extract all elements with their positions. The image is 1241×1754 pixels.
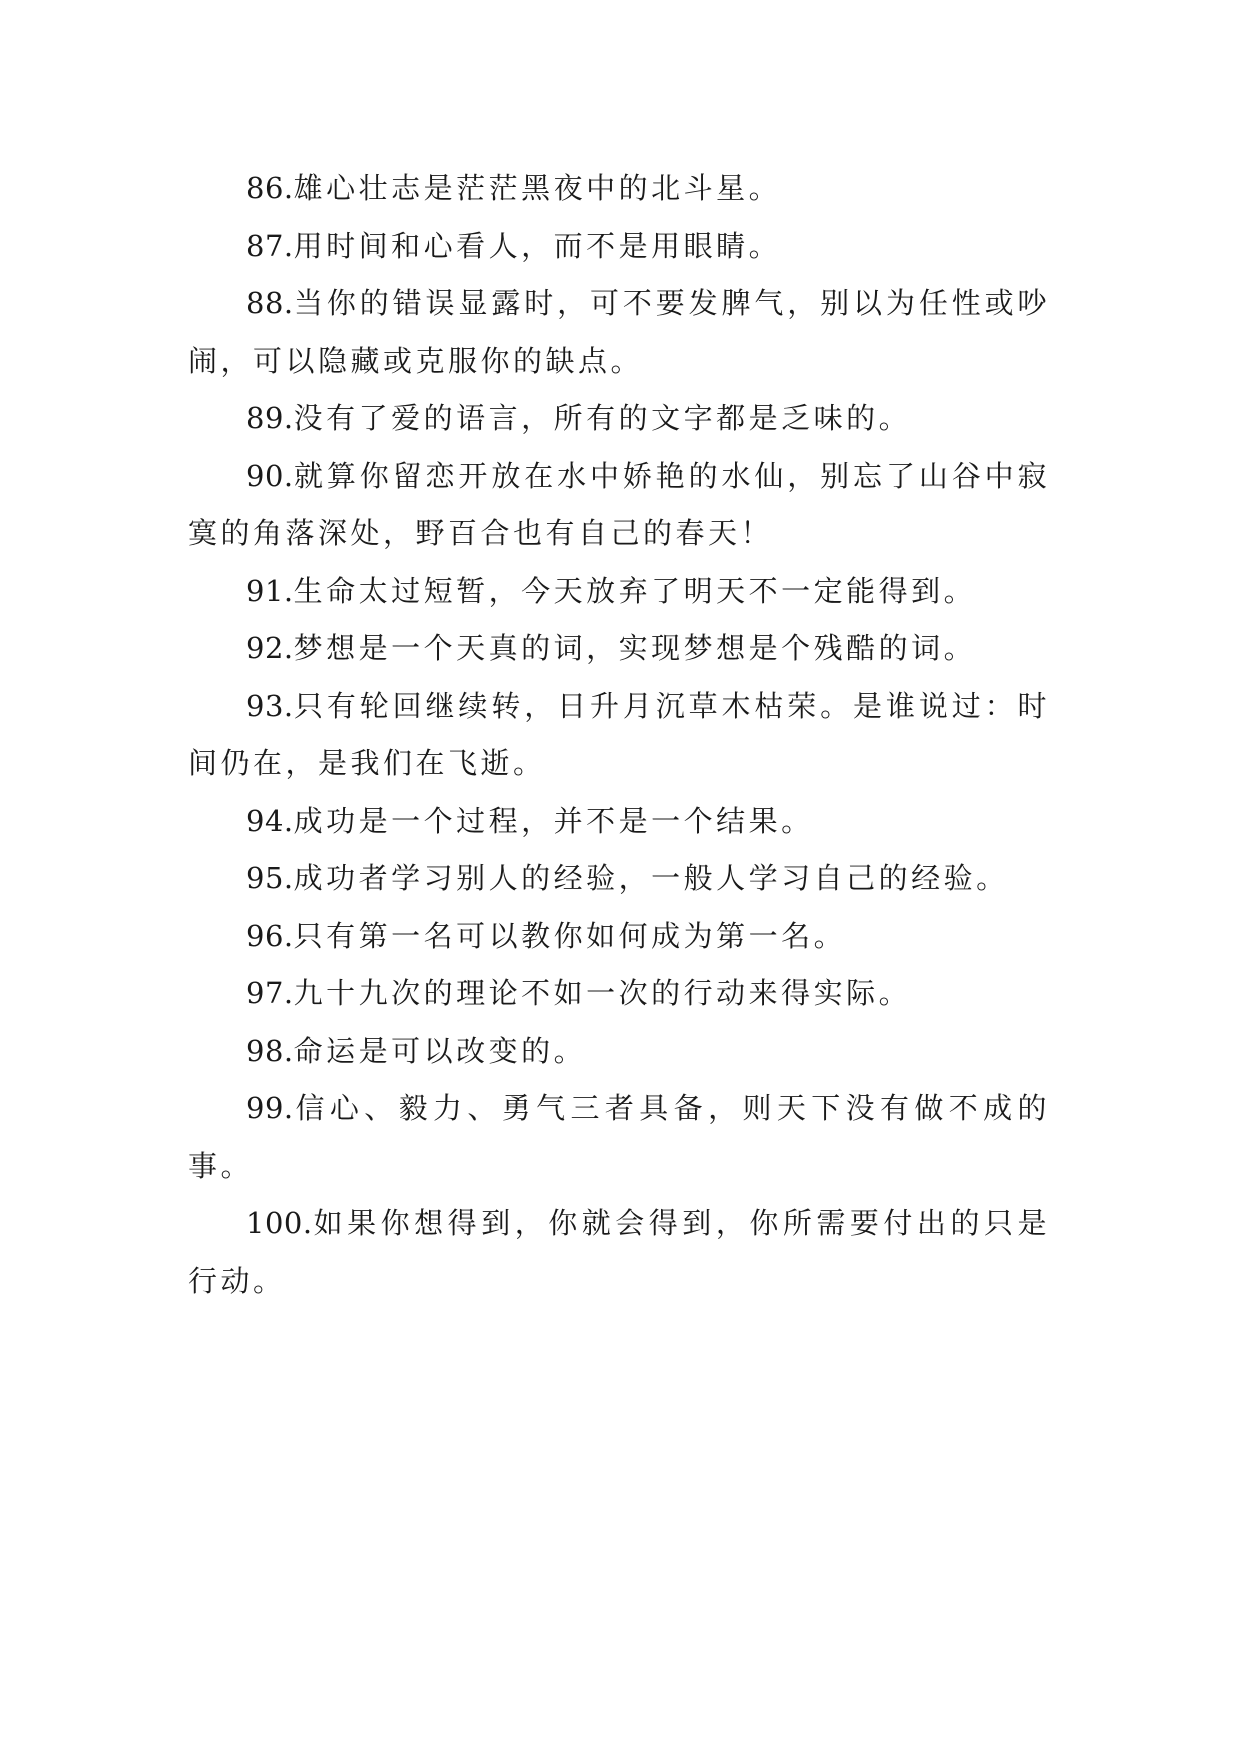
- quote-number: 95.: [246, 861, 294, 895]
- quote-text: 只有轮回继续转，日升月沉草木枯荣。是谁说过：时间仍在，是我们在飞逝。: [188, 688, 1050, 780]
- quote-text: 就算你留恋开放在水中娇艳的水仙，别忘了山谷中寂寞的角落深处，野百合也有自己的春天！: [188, 458, 1050, 550]
- quote-item: [188, 1080, 1050, 1195]
- quote-text: 用时间和心看人，而不是用眼睛。: [293, 228, 782, 263]
- quote-text: 如果你想得到，你就会得到，你所需要付出的只是行动。: [188, 1206, 1050, 1298]
- quote-list: [188, 160, 1050, 1310]
- quote-number: 89.: [246, 401, 294, 435]
- quote-item: [188, 1195, 1050, 1310]
- quote-number: 93.: [246, 688, 294, 723]
- quote-text: 梦想是一个天真的词，实现梦想是个残酷的词。: [293, 631, 977, 665]
- quote-item: [188, 620, 1050, 678]
- quote-item: [188, 908, 1050, 966]
- quote-number: 90.: [246, 458, 294, 493]
- quote-item: [188, 448, 1050, 563]
- quote-number: 94.: [246, 803, 294, 838]
- quote-text: 成功者学习别人的经验，一般人学习自己的经验。: [293, 861, 1009, 895]
- quote-item: [188, 1023, 1050, 1081]
- quote-number: 96.: [246, 918, 294, 953]
- quote-item: [188, 678, 1050, 793]
- quote-item: [188, 563, 1050, 621]
- quote-text: 九十九次的理论不如一次的行动来得实际。: [293, 976, 912, 1010]
- quote-number: 91.: [246, 573, 294, 608]
- quote-number: 97.: [246, 976, 294, 1010]
- quote-item: [188, 965, 1050, 1023]
- quote-text: 生命太过短暂，今天放弃了明天不一定能得到。: [293, 573, 977, 608]
- quote-text: 成功是一个过程，并不是一个结果。: [293, 803, 814, 838]
- quote-number: 86.: [246, 171, 294, 205]
- quote-text: 信心、毅力、勇气三者具备，则天下没有做不成的事。: [188, 1091, 1050, 1183]
- quote-item: [188, 793, 1050, 851]
- quote-number: 92.: [246, 631, 294, 665]
- quote-item: [188, 850, 1050, 908]
- quote-item: [188, 218, 1050, 276]
- quote-text: 没有了爱的语言，所有的文字都是乏味的。: [293, 401, 912, 435]
- quote-number: 98.: [246, 1033, 294, 1068]
- quote-text: 当你的错误显露时，可不要发脾气，别以为任性或吵闹，可以隐藏或克服你的缺点。: [188, 286, 1050, 378]
- quote-text: 雄心壮志是茫茫黑夜中的北斗星。: [293, 171, 782, 205]
- quote-item: [188, 160, 1050, 218]
- quote-text: 命运是可以改变的。: [293, 1033, 587, 1068]
- quote-item: [188, 390, 1050, 448]
- quote-number: 87.: [246, 228, 294, 263]
- quote-text: 只有第一名可以教你如何成为第一名。: [293, 918, 847, 953]
- quote-number: 88.: [246, 286, 294, 320]
- quote-number: 100.: [246, 1206, 313, 1240]
- quote-item: [188, 275, 1050, 390]
- quote-number: 99.: [246, 1091, 294, 1125]
